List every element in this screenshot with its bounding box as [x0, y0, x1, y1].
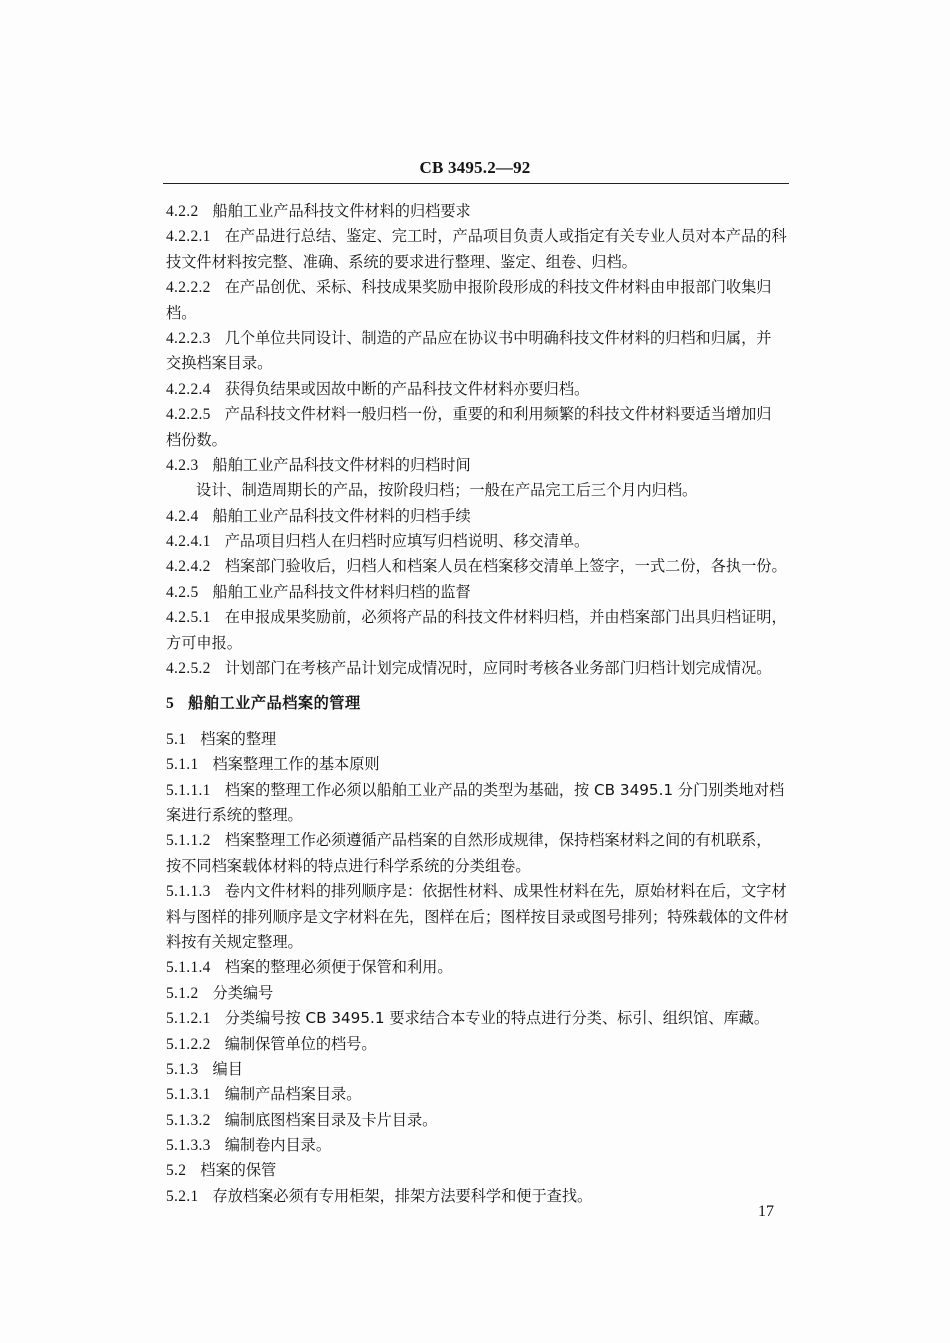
- clause-number: 4.2.5.1: [166, 609, 211, 627]
- clause-text: 存放档案必须有专用柜架，排架方法要科学和便于查找。: [212, 1186, 593, 1205]
- clause-number: 5.1.3.2: [166, 1111, 211, 1129]
- clause-number: 5.1.2: [166, 984, 199, 1002]
- clause-number: 4.2.2.2: [166, 279, 211, 297]
- clause-4-2-2-1: [166, 224, 788, 249]
- clause-number: 5.1.3.3: [166, 1137, 211, 1155]
- clause-text: 料与图样的排列顺序是文字材料在先，图样在后；图样按目录或图号排列；特殊载体的文件材: [166, 907, 789, 926]
- clause-4-2-5-1: [166, 605, 788, 630]
- clause-number: 4.2.2.4: [166, 380, 211, 398]
- clause-5-1-2-1: [166, 1006, 788, 1031]
- standard-code-header: CB 3495.2—92: [419, 158, 531, 177]
- clause-text: 方可申报。: [166, 633, 242, 652]
- clause-text: 编目: [212, 1059, 243, 1078]
- clause-5-1-1-3: [166, 879, 788, 904]
- clause-paragraph: [166, 478, 788, 503]
- clause-5-1-3-1: [166, 1082, 788, 1107]
- clause-number: 5.1: [166, 730, 187, 748]
- clause-number: 5.1.1.1: [166, 781, 211, 799]
- clause-number: 4.2.3: [166, 456, 199, 474]
- document-body: [166, 199, 788, 1209]
- clause-number: 4.2.2.3: [166, 329, 211, 347]
- clause-5-1-1: [166, 752, 788, 777]
- clause-text: 档案的整理工作必须以船舶工业产品的类型为基础，按 CB 3495.1 分门别类地对档: [224, 780, 785, 799]
- clause-continuation: [166, 250, 788, 275]
- clause-text: 船舶工业产品科技文件材料的归档时间: [212, 455, 471, 474]
- clause-text: 案进行系统的整理。: [166, 805, 303, 824]
- clause-text: 编制卷内目录。: [224, 1136, 332, 1155]
- clause-continuation: [166, 631, 788, 656]
- clause-number: 5.1.1.4: [166, 959, 211, 977]
- clause-4-2-4: [166, 504, 788, 529]
- clause-number: 4.2.2.5: [166, 406, 211, 424]
- clause-text: 档份数。: [166, 430, 227, 449]
- clause-4-2-3: [166, 453, 788, 478]
- clause-5-1-2-2: [166, 1032, 788, 1057]
- clause-4-2-2-2: [166, 275, 788, 300]
- page-number: 17: [758, 1203, 774, 1220]
- clause-5-2-1: [166, 1184, 788, 1209]
- clause-4-2-2: [166, 199, 788, 224]
- clause-text: 获得负结果或因故中断的产品科技文件材料亦要归档。: [224, 379, 590, 398]
- clause-text: 料按有关规定整理。: [166, 932, 303, 951]
- clause-text: 编制产品档案目录。: [224, 1085, 362, 1104]
- clause-4-2-2-5: [166, 402, 788, 427]
- clause-number: 4.2.2.1: [166, 228, 211, 246]
- clause-text: 在申报成果奖励前，必须将产品的科技文件材料归档，并由档案部门出具归档证明，: [224, 608, 787, 627]
- clause-text: 产品项目归档人在归档时应填写归档说明、移交清单。: [224, 532, 590, 551]
- clause-5-1-2: [166, 981, 788, 1006]
- clause-text: 技文件材料按完整、准确、系统的要求进行整理、鉴定、组卷、归档。: [166, 252, 637, 271]
- clause-5-1-1-2: [166, 828, 788, 853]
- clause-number: 4.2.2: [166, 203, 199, 220]
- clause-text: 计划部门在考核产品计划完成情况时，应同时考核各业务部门归档计划完成情况。: [224, 659, 772, 678]
- clause-text: 档案整理工作必须遵循产品档案的自然形成规律，保持档案材料之间的有机联系，: [224, 831, 772, 850]
- clause-text: 档。: [166, 303, 197, 322]
- clause-number: 4.2.4.2: [166, 558, 211, 576]
- clause-number: 5.1.1.3: [166, 883, 211, 901]
- clause-text: 船舶工业产品科技文件材料的归档要求: [212, 202, 471, 220]
- clause-text: 分类编号: [212, 983, 274, 1002]
- clause-text: 编制保管单位的档号。: [224, 1034, 377, 1053]
- section-5-heading: [166, 691, 788, 716]
- clause-text: 按不同档案载体材料的特点进行科学系统的分类组卷。: [166, 856, 531, 875]
- header-divider: [163, 183, 789, 184]
- clause-text: 设计、制造周期长的产品，按阶段归档；一般在产品完工后三个月内归档。: [196, 481, 698, 500]
- clause-text: 档案的保管: [200, 1161, 277, 1180]
- clause-number: 5.1.2.1: [166, 1010, 211, 1028]
- clause-5-1-1-1: [166, 778, 788, 803]
- clause-4-2-2-4: [166, 377, 788, 402]
- clause-4-2-5-2: [166, 656, 788, 681]
- clause-number: 5.2: [166, 1162, 187, 1180]
- clause-number: 4.2.5.2: [166, 660, 211, 678]
- clause-4-2-4-2: [166, 554, 788, 579]
- clause-5-1-1-4: [166, 955, 788, 980]
- clause-continuation: [166, 803, 788, 828]
- clause-continuation: [166, 301, 788, 326]
- clause-text: 档案的整理必须便于保管和利用。: [224, 958, 453, 977]
- clause-number: 5.1.1: [166, 756, 199, 774]
- clause-5-1-3-3: [166, 1133, 788, 1158]
- clause-continuation: [166, 930, 788, 955]
- section-number: 5: [166, 695, 175, 713]
- clause-5-1-3: [166, 1057, 788, 1082]
- clause-number: 5.1.3.1: [166, 1086, 211, 1104]
- clause-number: 5.1.3: [166, 1060, 199, 1078]
- clause-number: 4.2.5: [166, 583, 199, 601]
- clause-text: 档案整理工作的基本原则: [212, 755, 380, 774]
- clause-text: 产品科技文件材料一般归档一份，重要的和利用频繁的科技文件材料要适当增加归: [224, 405, 772, 424]
- clause-4-2-4-1: [166, 529, 788, 554]
- clause-text: 档案的整理: [200, 729, 277, 748]
- clause-continuation: [166, 428, 788, 453]
- clause-text: 船舶工业产品科技文件材料的归档手续: [212, 506, 471, 525]
- clause-number: 5.1.2.2: [166, 1035, 211, 1053]
- clause-number: 5.2.1: [166, 1187, 199, 1205]
- clause-continuation: [166, 351, 788, 376]
- clause-text: 船舶工业产品科技文件材料归档的监督: [212, 582, 471, 601]
- clause-text: 档案部门验收后，归档人和档案人员在档案移交清单上签字，一式二份，各执一份。: [224, 557, 787, 576]
- clause-text: 分类编号按 CB 3495.1 要求结合本专业的特点进行分类、标引、组织馆、库藏。: [224, 1009, 770, 1028]
- clause-text: 几个单位共同设计、制造的产品应在协议书中明确科技文件材料的归档和归属，并: [224, 328, 772, 347]
- clause-5-2: [166, 1158, 788, 1183]
- clause-number: 4.2.4: [166, 507, 199, 525]
- clause-5-1: [166, 727, 788, 752]
- clause-text: 在产品创优、采标、科技成果奖励申报阶段形成的科技文件材料由申报部门收集归: [224, 278, 772, 297]
- clause-4-2-5: [166, 580, 788, 605]
- clause-continuation: [166, 905, 788, 930]
- clause-5-1-3-2: [166, 1108, 788, 1133]
- clause-number: 5.1.1.2: [166, 832, 211, 850]
- clause-continuation: [166, 854, 788, 879]
- clause-text: 卷内文件材料的排列顺序是：依据性材料、成果性材料在先，原始材料在后，文字材: [224, 882, 787, 901]
- clause-number: 4.2.4.1: [166, 533, 211, 551]
- clause-4-2-2-3: [166, 326, 788, 351]
- section-title: 船舶工业产品档案的管理: [188, 694, 361, 713]
- clause-text: 在产品进行总结、鉴定、完工时，产品项目负责人或指定有关专业人员对本产品的科: [224, 227, 787, 246]
- clause-text: 编制底图档案目录及卡片目录。: [224, 1110, 438, 1129]
- clause-text: 交换档案目录。: [166, 354, 273, 373]
